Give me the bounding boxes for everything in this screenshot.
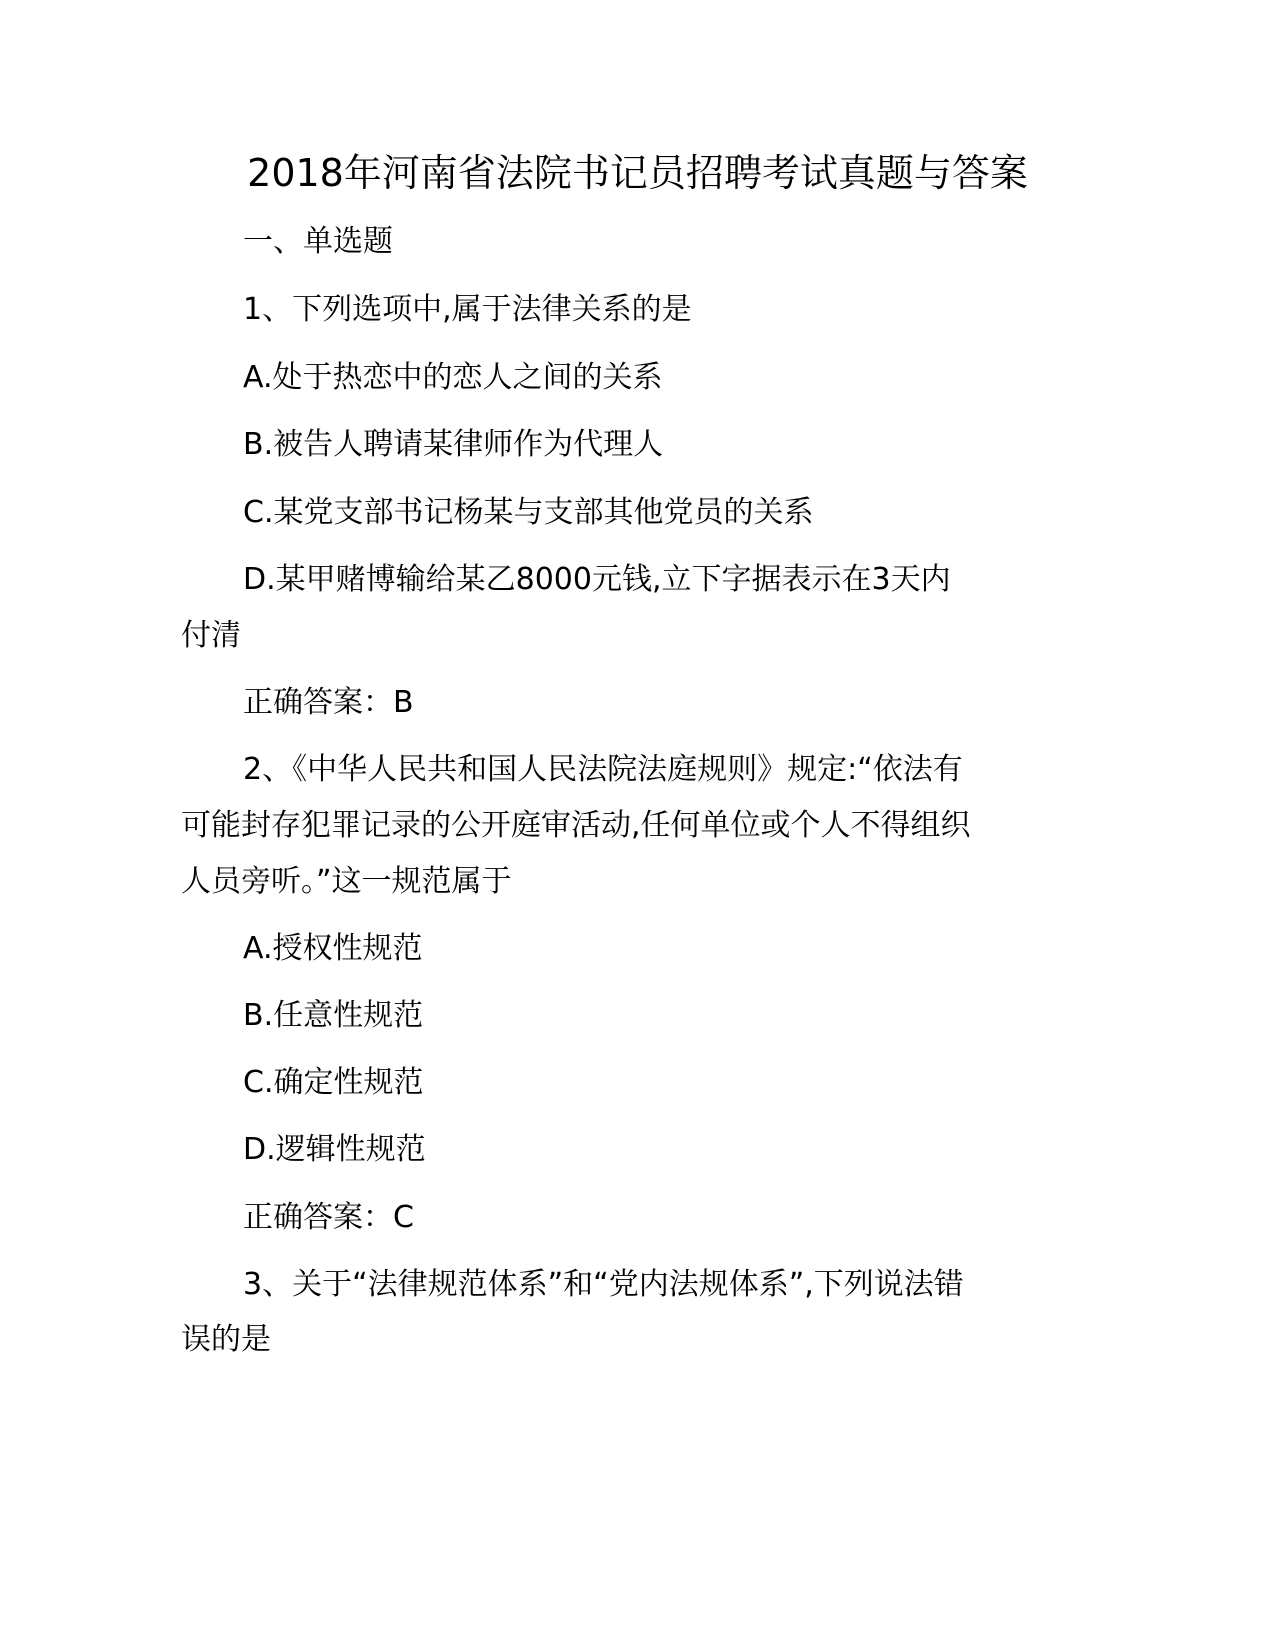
question-1-answer: 正确答案：B xyxy=(243,685,414,720)
section-heading: 一、单选题 xyxy=(243,224,393,259)
question-2-option-d: D.逻辑性规范 xyxy=(243,1132,426,1167)
question-2-option-b: B.任意性规范 xyxy=(243,998,424,1033)
question-2-option-c: C.确定性规范 xyxy=(243,1065,424,1100)
question-2-stem-line-3: 人员旁听。”这一规范属于 xyxy=(181,864,512,899)
question-2-option-a: A.授权性规范 xyxy=(243,931,423,966)
question-2-stem-line-1: 2、《中华人民共和国人民法院法庭规则》规定:“依法有 xyxy=(243,752,963,787)
question-1-stem: 1、下列选项中,属于法律关系的是 xyxy=(243,292,692,327)
question-3-stem-line-2: 误的是 xyxy=(181,1322,271,1357)
question-1-option-a: A.处于热恋中的恋人之间的关系 xyxy=(243,360,663,395)
question-1-option-c: C.某党支部书记杨某与支部其他党员的关系 xyxy=(243,495,814,530)
question-1-option-d-continuation: 付清 xyxy=(181,618,241,653)
question-3-stem-line-1: 3、关于“法律规范体系”和“党内法规体系”,下列说法错 xyxy=(243,1267,964,1302)
document-title: 2018年河南省法院书记员招聘考试真题与答案 xyxy=(247,151,1028,195)
question-1-option-d: D.某甲赌博输给某乙8000元钱,立下字据表示在3天内 xyxy=(243,562,951,597)
question-1-option-b: B.被告人聘请某律师作为代理人 xyxy=(243,427,664,462)
question-2-answer: 正确答案：C xyxy=(243,1200,414,1235)
question-2-stem-line-2: 可能封存犯罪记录的公开庭审活动,任何单位或个人不得组织 xyxy=(181,808,971,843)
